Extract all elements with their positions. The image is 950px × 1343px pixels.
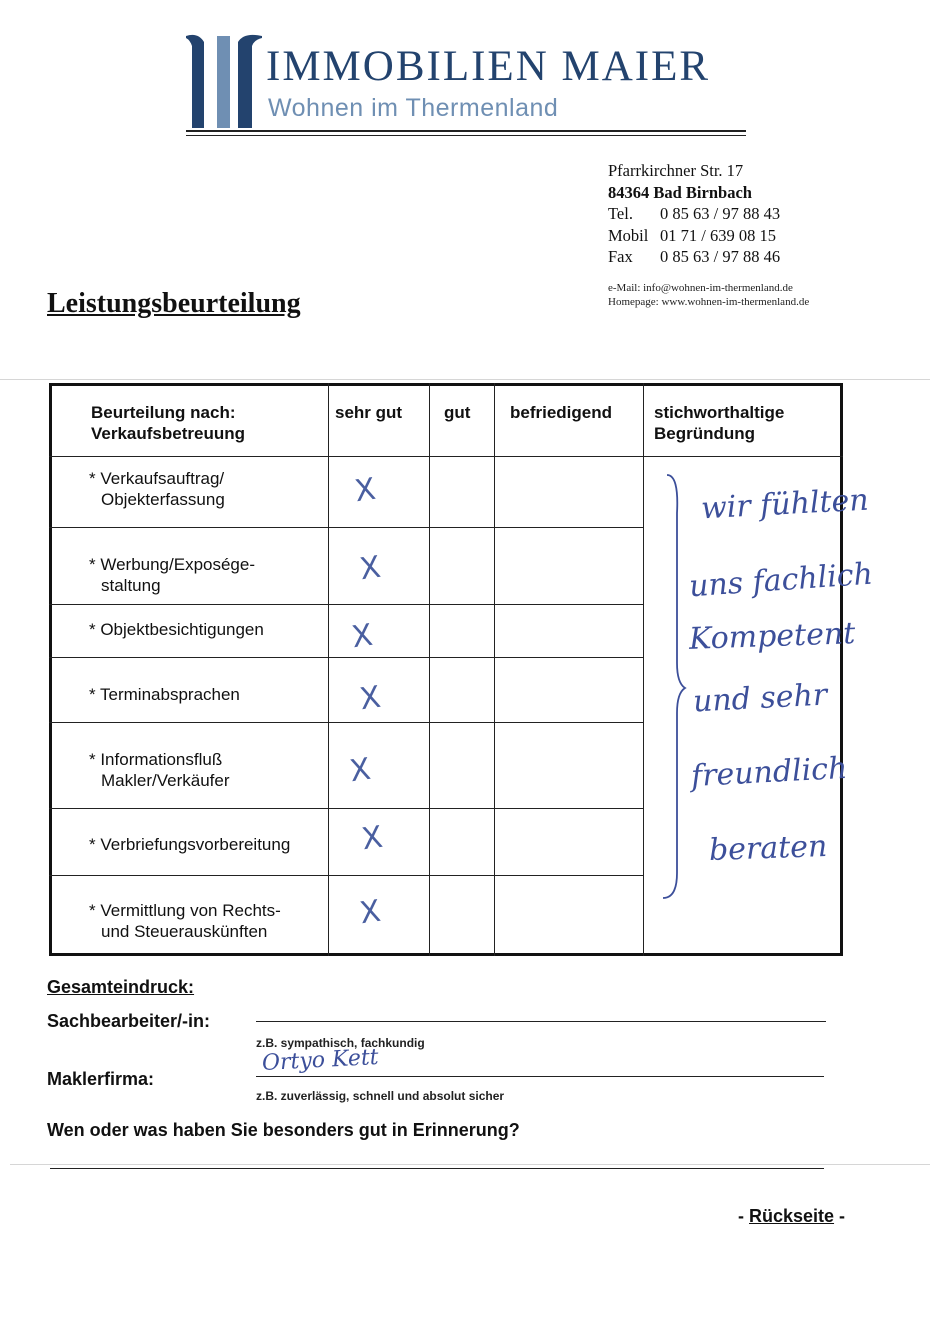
address-fax	[608, 246, 780, 268]
row-divider	[49, 722, 643, 723]
document-title: Leistungsbeurteilung	[47, 288, 301, 319]
table-row	[89, 900, 281, 942]
brand-tagline: Wohnen im Thermenland	[268, 94, 559, 122]
handwritten-reason-line: freundlich	[690, 750, 849, 795]
row-divider	[49, 456, 843, 457]
maklerfirma-answer-line[interactable]	[256, 1076, 824, 1077]
checkbox-mark-sehr-gut: X	[359, 819, 385, 858]
row-label-line1: * Verbriefungsvorbereitung	[89, 835, 291, 854]
brand-name: IMMOBILIEN MAIER	[266, 43, 711, 90]
contact-email: e-Mail: info@wohnen-im-thermenland.de	[608, 282, 793, 294]
checkbox-mark-sehr-gut: X	[357, 679, 383, 718]
handwritten-reason-line: Kompetent	[688, 616, 856, 657]
table-row	[89, 468, 225, 510]
handwritten-reason-line: und sehr	[692, 677, 829, 720]
row-divider	[49, 808, 643, 809]
handwritten-reason-line: wir fühlten	[700, 482, 870, 527]
mobil-number: 01 71 / 639 08 15	[660, 225, 776, 245]
row-label-line1: * Vermittlung von Rechts-	[89, 901, 281, 920]
row-label-line1: * Objektbesichtigungen	[89, 620, 264, 639]
checkbox-mark-sehr-gut: X	[352, 471, 378, 510]
scan-line	[10, 1164, 930, 1165]
sachbearbeiter-answer-line[interactable]	[256, 1021, 826, 1022]
col-divider	[328, 383, 329, 956]
table-row	[89, 684, 240, 705]
erinnerung-question: Wen oder was haben Sie besonders gut in Erinnerung?	[47, 1120, 520, 1140]
handwritten-reason-line: beraten	[708, 828, 828, 869]
address-street: Pfarrkirchner Str. 17	[608, 161, 744, 180]
table-row	[89, 619, 264, 640]
row-label-line1: * Terminabsprachen	[89, 685, 240, 704]
header-gut: gut	[444, 403, 471, 422]
checkbox-mark-sehr-gut: X	[357, 549, 383, 588]
rueckseite-note	[738, 1206, 845, 1227]
sachbearbeiter-label: Sachbearbeiter/-in:	[47, 1011, 211, 1031]
row-label-line1: * Informationsfluß	[89, 750, 223, 769]
col-divider	[643, 383, 644, 956]
row-label-line2: Makler/Verkäufer	[101, 771, 230, 790]
fax-number: 0 85 63 / 97 88 46	[660, 247, 781, 266]
header-sehr-gut: sehr gut	[335, 403, 403, 422]
row-label-line1: * Werbung/Exposége-	[89, 555, 256, 574]
row-label-line2: staltung	[101, 576, 161, 595]
table-row	[89, 749, 230, 791]
address-block	[608, 160, 780, 268]
rueckseite-prefix: -	[738, 1206, 749, 1226]
checkbox-mark-sehr-gut: X	[357, 893, 383, 932]
col-divider	[494, 383, 495, 956]
row-label-line2: und Steuerauskünften	[101, 922, 268, 941]
address-mobil	[608, 225, 780, 247]
address-tel	[608, 203, 780, 225]
row-divider	[49, 527, 643, 528]
evaluation-table	[49, 383, 874, 956]
tel-number: 0 85 63 / 97 88 43	[660, 204, 781, 223]
row-divider	[49, 604, 643, 605]
pillars-logo-icon	[184, 32, 264, 128]
scan-line	[0, 379, 930, 380]
sachbearbeiter-handwritten: Ortyo Kett	[261, 1044, 380, 1077]
gesamteindruck-label: Gesamteindruck:	[47, 977, 195, 997]
row-label-line2: Objekterfassung	[101, 490, 225, 509]
col-divider	[429, 383, 430, 956]
letterhead-rule	[186, 130, 746, 132]
header-criteria-line2: Verkaufsbetreuung	[91, 424, 245, 443]
address-city: 84364 Bad Birnbach	[608, 182, 752, 202]
contact-block	[608, 281, 809, 309]
contact-homepage: Homepage: www.wohnen-im-thermenland.de	[608, 296, 810, 308]
header-begruendung-line1: stichworthaltige	[654, 403, 785, 422]
letterhead-rule-thin	[186, 135, 746, 136]
mobil-label: Mobil	[608, 225, 649, 245]
header-befriedigend: befriedigend	[510, 403, 613, 422]
tel-label: Tel.	[608, 204, 633, 223]
row-divider	[49, 875, 643, 876]
table-row	[89, 554, 255, 596]
header-begruendung-line2: Begründung	[654, 424, 756, 443]
row-label-line1: * Verkaufsauftrag/	[89, 469, 225, 488]
header-criteria	[91, 402, 245, 444]
rueckseite-suffix: -	[834, 1206, 846, 1226]
handwritten-reason-line: uns fachlich	[688, 556, 874, 605]
sachbearbeiter-hint: z.B. sympathisch, fachkundig	[256, 1036, 425, 1050]
erinnerung-answer-line[interactable]	[50, 1168, 824, 1169]
table-row	[89, 834, 290, 855]
maklerfirma-label: Maklerfirma:	[47, 1069, 155, 1089]
fax-label: Fax	[608, 247, 633, 266]
row-divider	[49, 657, 643, 658]
rueckseite-label: Rückseite	[749, 1206, 835, 1226]
checkbox-mark-sehr-gut: X	[347, 751, 373, 790]
header-criteria-line1: Beurteilung nach:	[91, 403, 236, 422]
checkbox-mark-sehr-gut: X	[349, 617, 375, 656]
header-begruendung	[654, 402, 784, 444]
maklerfirma-hint: z.B. zuverlässig, schnell und absolut sicher	[256, 1089, 505, 1103]
